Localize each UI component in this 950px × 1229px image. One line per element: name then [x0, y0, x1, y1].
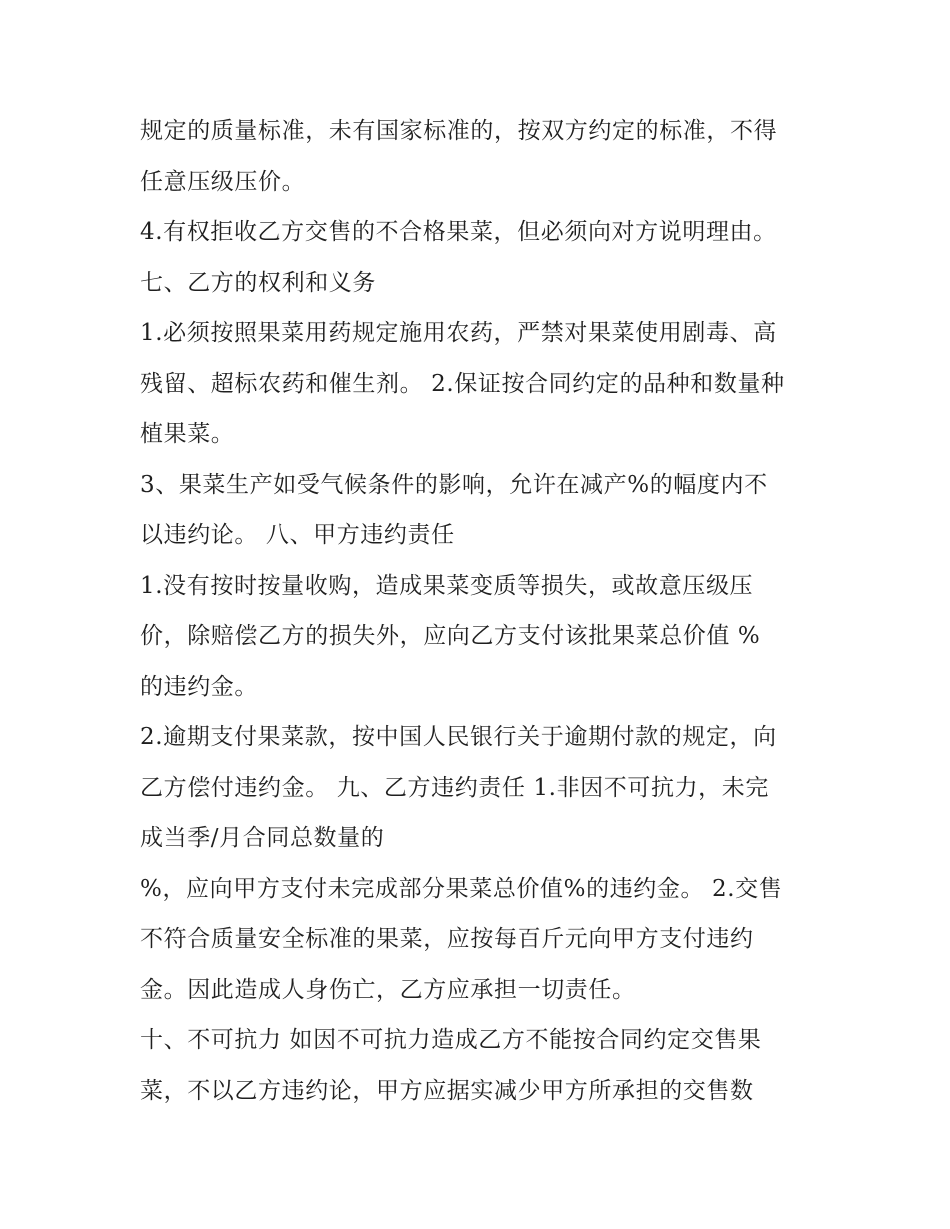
section-heading-7: 七、乙方的权利和义务 [140, 269, 376, 296]
text-line: 不符合质量安全标准的果菜，应按每百斤元向甲方支付违约 [140, 926, 754, 952]
text-line: 菜，不以乙方违约论，甲方应据实减少甲方所承担的交售数 [140, 1077, 754, 1104]
text-line: 植果菜。 [140, 421, 235, 447]
text-line: 1.必须按照果菜用药规定施用农药，严禁对果菜使用剧毒、高 [140, 320, 777, 346]
text-line: 十、不可抗力 如因不可抗力造成乙方不能按合同约定交售果 [140, 1027, 762, 1053]
text-line: 3、果菜生产如受气候条件的影响，允许在减产%的幅度内不 [140, 471, 768, 498]
text-line: 规定的质量标准，未有国家标准的，按双方约定的标准，不得 [140, 118, 778, 144]
document-body [140, 106, 820, 1116]
text-line: 2.逾期支付果菜款，按中国人民银行关于逾期付款的规定，向 [140, 724, 777, 750]
text-line: 价，除赔偿乙方的损失外，应向乙方支付该批果菜总价值 % [140, 623, 761, 649]
text-line: 以违约论。 八、甲方违约责任 [140, 522, 455, 548]
text-line: 金。因此造成人身伤亡，乙方应承担一切责任。 [140, 976, 636, 1003]
text-line: 1.没有按时按量收购，造成果菜变质等损失，或故意压级压 [140, 572, 754, 599]
text-line: 任意压级压价。 [140, 168, 306, 195]
text-line: 成当季/月合同总数量的 [140, 825, 385, 851]
text-line: 乙方偿付违约金。 九、乙方违约责任 1.非因不可抗力，未完 [140, 774, 769, 801]
text-line: 4.有权拒收乙方交售的不合格果菜，但必须向对方说明理由。 [140, 219, 777, 245]
text-line: 残留、超标农药和催生剂。 2.保证按合同约定的品种和数量种 [140, 370, 785, 397]
text-line: %，应向甲方支付未完成部分果菜总价值%的违约金。 2.交售 [140, 875, 783, 902]
text-line: 的违约金。 [140, 673, 258, 700]
